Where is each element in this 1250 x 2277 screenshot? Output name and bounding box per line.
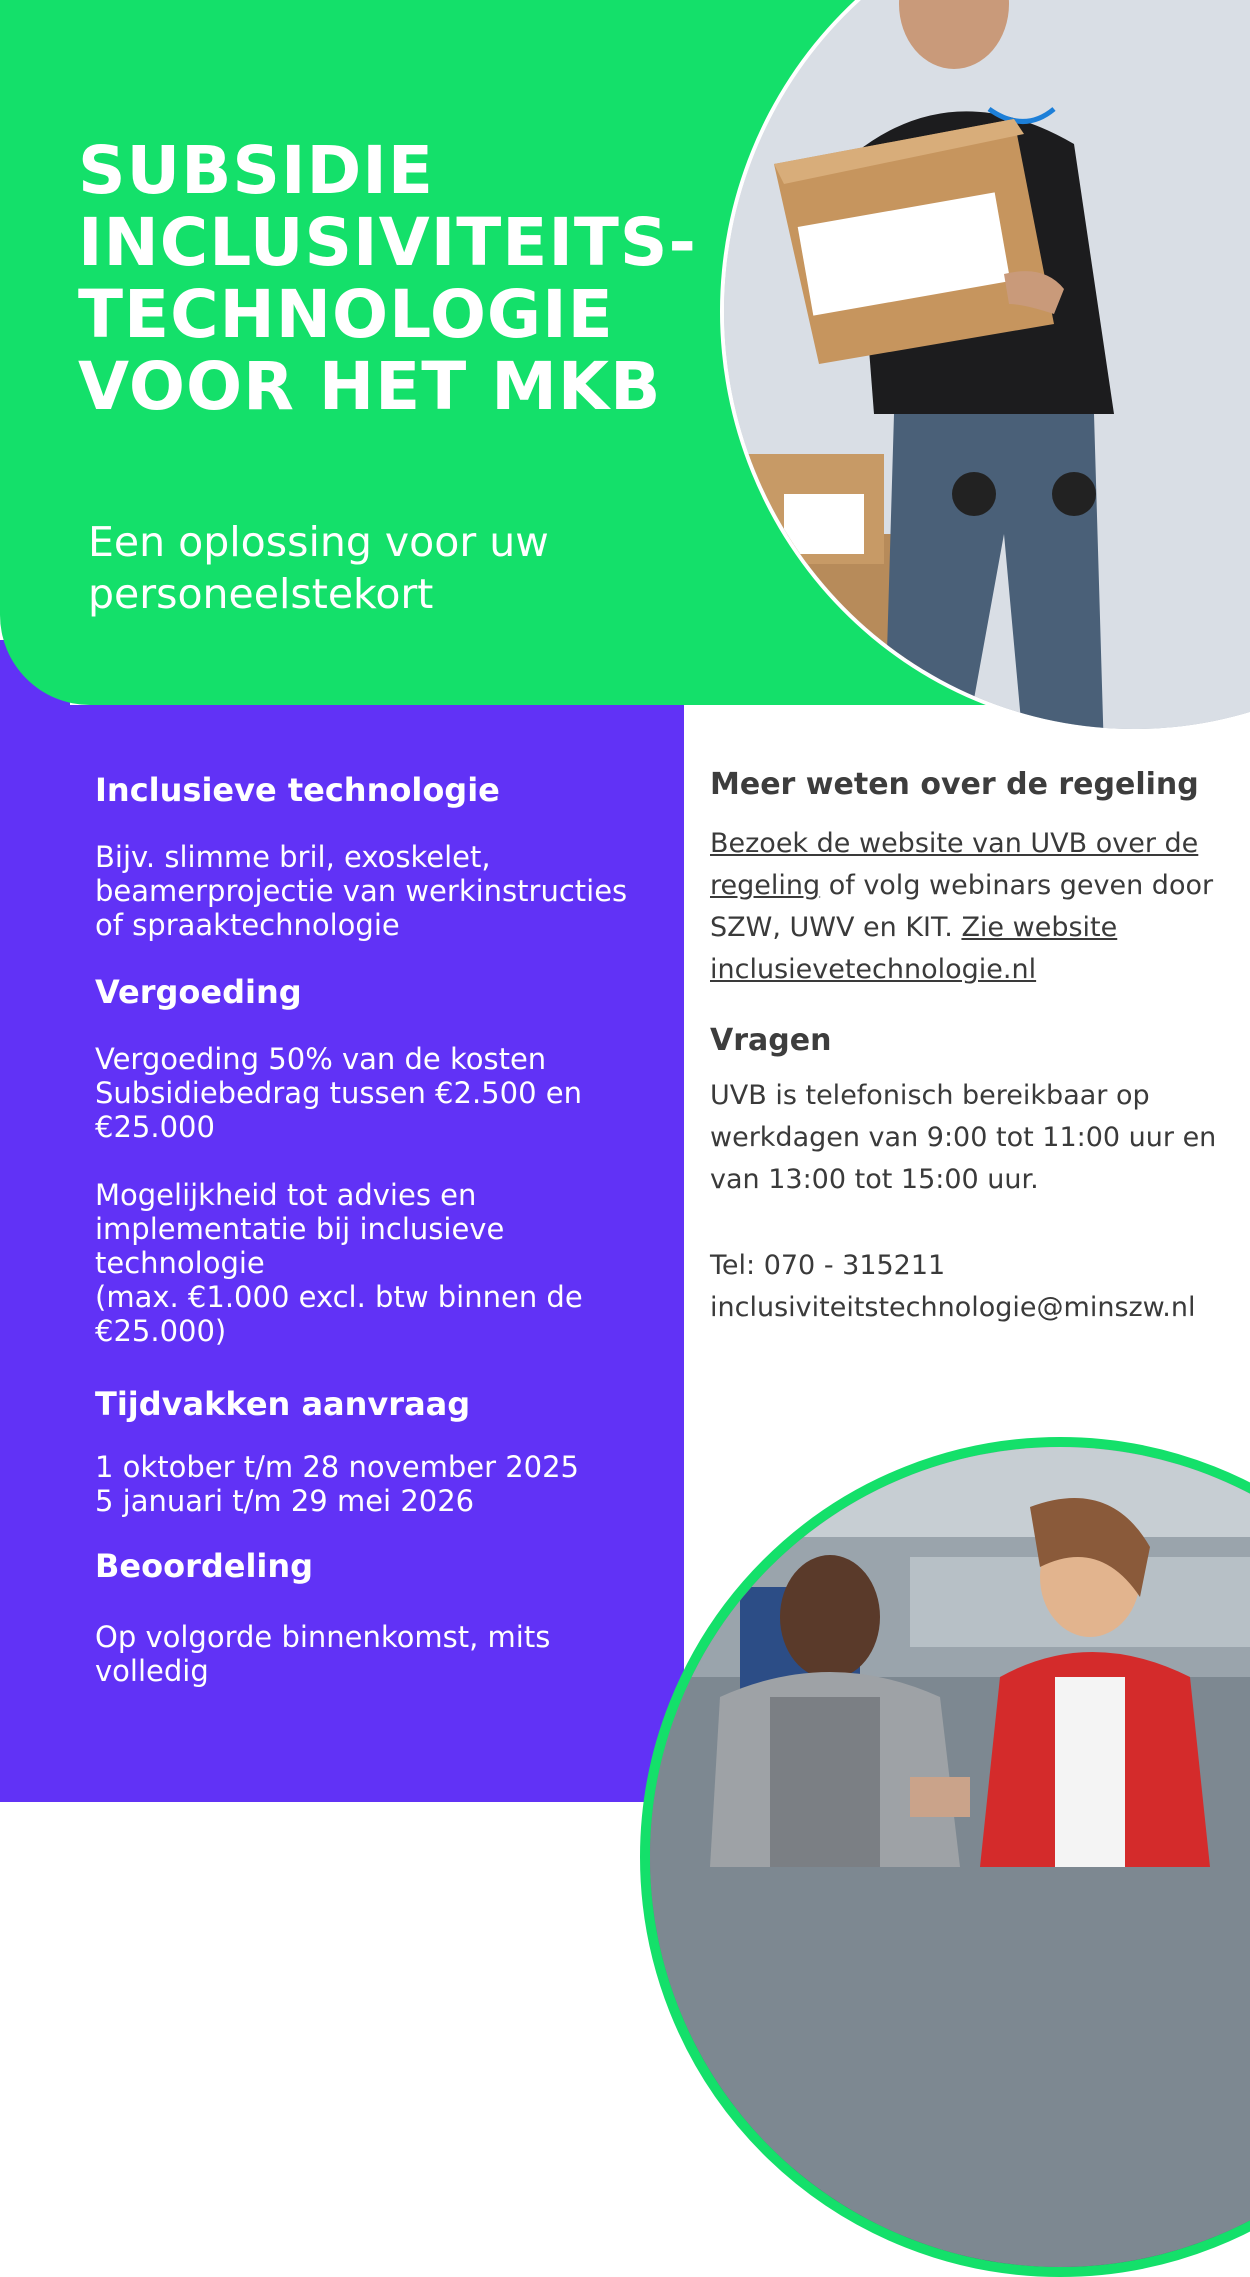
- section-heading-vergoeding: Vergoeding: [95, 973, 302, 1011]
- inclusievetechnologie-link[interactable]: Zie website inclusievetechnologie.nl: [710, 912, 1118, 985]
- right-column: [710, 765, 1230, 1329]
- section-body-tijdvakken: 1 oktober t/m 28 november 2025 5 januari t/m 29 mei 2026: [95, 1450, 580, 1518]
- questions-body: UVB is telefonisch bereikbaar op werkdagen van 9:00 tot 11:00 uur en van 13:00 tot 15:00 uur.: [710, 1080, 1217, 1195]
- questions-heading: Vragen: [710, 1023, 832, 1058]
- contact-email[interactable]: inclusiviteitstechnologie@minszw.nl: [710, 1292, 1196, 1323]
- photo-workplace-conversation: [640, 1437, 1250, 2277]
- photo-meeting-illustration: [650, 1447, 1250, 2267]
- more-info-inline-text: of volg webinars geven door SZW, UWV en KIT.: [710, 870, 1214, 943]
- section-body-beoordeling: Op volgorde binnenkomst, mits volledig: [95, 1620, 551, 1688]
- section-body-vergoeding: Vergoeding 50% van de kosten Subsidiebedrag tussen €2.500 en €25.000 Mogelijkheid tot advies en implementatie bij inclusieve technologie (max. €1.000 excl. btw binnen de €25.000): [95, 1042, 583, 1348]
- page-subtitle: Een oplossing voor uw personeelstekort: [88, 518, 549, 618]
- section-heading-tijdvakken: Tijdvakken aanvraag: [95, 1385, 471, 1423]
- section-heading-beoordeling: Beoordeling: [95, 1547, 314, 1585]
- more-info-text: [710, 823, 1230, 991]
- left-column: [95, 770, 655, 1688]
- section-heading-inclusive-technology: Inclusieve technologie: [95, 771, 500, 809]
- title-line: TECHNOLOGIE: [78, 276, 614, 353]
- page-title: [78, 132, 697, 425]
- uvb-website-link[interactable]: Bezoek de website van UVB over de regeling: [710, 828, 1199, 901]
- phone-number: Tel: 070 - 315211: [710, 1250, 946, 1281]
- title-line: SUBSIDIE: [78, 132, 434, 209]
- more-info-heading: Meer weten over de regeling: [710, 767, 1199, 802]
- title-line: VOOR HET MKB: [78, 348, 662, 425]
- section-body-inclusive-technology: Bijv. slimme bril, exoskelet, beamerprojectie van werkinstructies of spraaktechnologie: [95, 840, 628, 942]
- title-line: INCLUSIVITEITS-: [78, 204, 697, 281]
